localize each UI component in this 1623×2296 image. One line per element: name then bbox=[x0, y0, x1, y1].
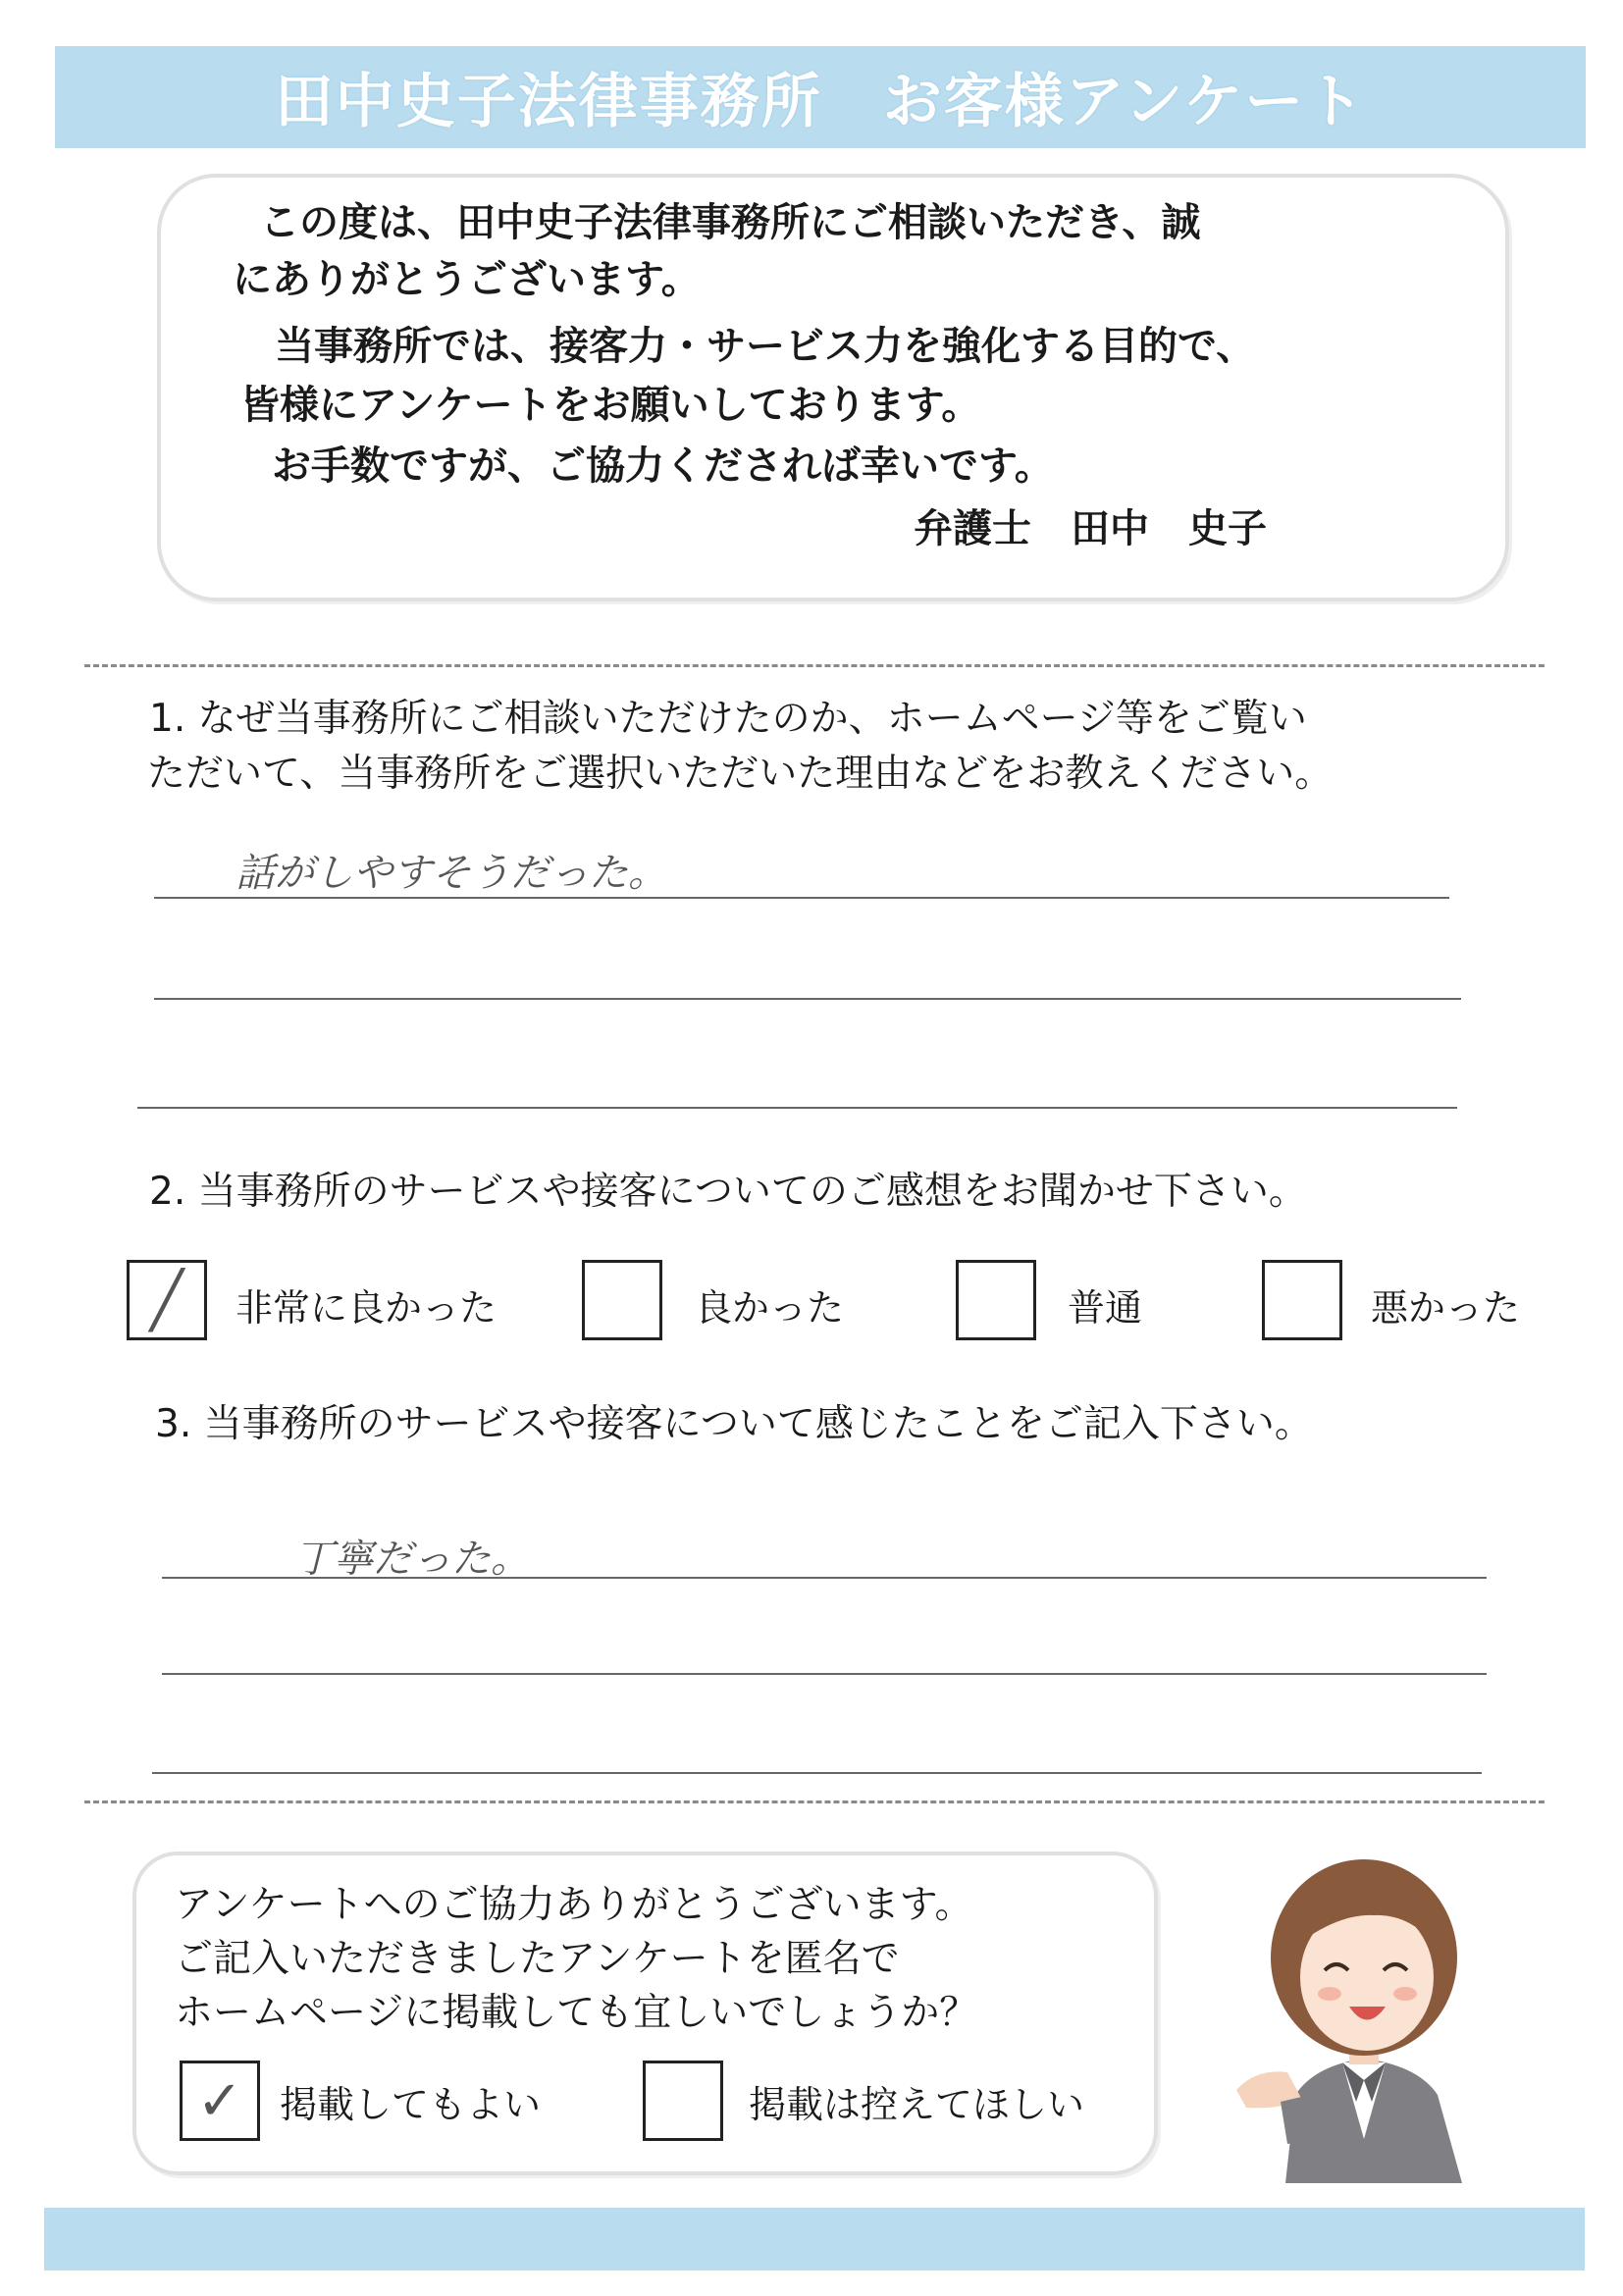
signature: 弁護士 田中 史子 bbox=[914, 506, 1267, 551]
woman-illustration bbox=[1227, 1845, 1511, 2183]
option-label-very-good: 非常に良かった bbox=[236, 1286, 497, 1330]
footer-band bbox=[44, 2208, 1585, 2270]
answer-line bbox=[154, 897, 1449, 899]
check-mark-icon: ╱ bbox=[150, 1269, 183, 1332]
option-label-publish-decline: 掲載は控えてほしい bbox=[749, 2083, 1085, 2126]
header-band bbox=[55, 46, 1586, 148]
check-mark-icon: ✓ bbox=[196, 2069, 243, 2133]
page-title: 田中史子法律事務所 お客様アンケート bbox=[274, 68, 1367, 136]
answer-line bbox=[162, 1577, 1487, 1579]
section-divider-top bbox=[84, 664, 1544, 667]
checkbox-very-good[interactable] bbox=[127, 1260, 207, 1340]
question-1-line-2: ただいて、当事務所をご選択いただいた理由などをお教えください。 bbox=[147, 752, 1334, 796]
intro-line-3: 当事務所では、接客力・サービス力を強化する目的で、 bbox=[275, 324, 1256, 369]
answer-line bbox=[152, 1772, 1482, 1774]
question-1-answer[interactable]: 話がしやすそうだった。 bbox=[236, 851, 667, 896]
checkbox-bad[interactable] bbox=[1262, 1260, 1342, 1340]
section-divider-bottom bbox=[84, 1800, 1544, 1803]
checkbox-publish-ok[interactable] bbox=[180, 2061, 260, 2141]
answer-line bbox=[137, 1107, 1457, 1109]
consent-line-2: ご記入いただきましたアンケートを匿名で bbox=[175, 1937, 900, 1981]
checkbox-publish-decline[interactable] bbox=[643, 2061, 723, 2141]
consent-line-1: アンケートへのご協力ありがとうございます。 bbox=[175, 1883, 973, 1927]
option-label-average: 普通 bbox=[1068, 1286, 1143, 1330]
checkbox-average[interactable] bbox=[956, 1260, 1036, 1340]
option-label-good: 良かった bbox=[695, 1286, 845, 1330]
checkbox-good[interactable] bbox=[582, 1260, 662, 1340]
consent-line-3: ホームページに掲載しても宜しいでしょうか？ bbox=[175, 1991, 978, 2035]
question-3-text: 3. 当事務所のサービスや接客について感じたことをご記入下さい。 bbox=[155, 1402, 1313, 1446]
question-1-line-1: 1. なぜ当事務所にご相談いただけたのか、ホームページ等をご覧い bbox=[149, 697, 1307, 741]
question-2-text: 2. 当事務所のサービスや接客についてのご感想をお聞かせ下さい。 bbox=[149, 1170, 1307, 1214]
intro-line-2: にありがとうございます。 bbox=[233, 257, 701, 302]
intro-line-1: この度は、田中史子法律事務所にご相談いただき、誠 bbox=[260, 200, 1201, 245]
answer-line bbox=[154, 998, 1461, 1000]
intro-line-4: 皆様にアンケートをお願いしております。 bbox=[240, 383, 981, 428]
answer-line bbox=[162, 1673, 1487, 1675]
intro-line-5: お手数ですが、ご協力くだされば幸いです。 bbox=[272, 444, 1054, 489]
option-label-bad: 悪かった bbox=[1371, 1286, 1521, 1330]
option-label-publish-ok: 掲載してもよい bbox=[280, 2083, 542, 2126]
question-3-answer[interactable]: 丁寧だった。 bbox=[294, 1537, 530, 1582]
